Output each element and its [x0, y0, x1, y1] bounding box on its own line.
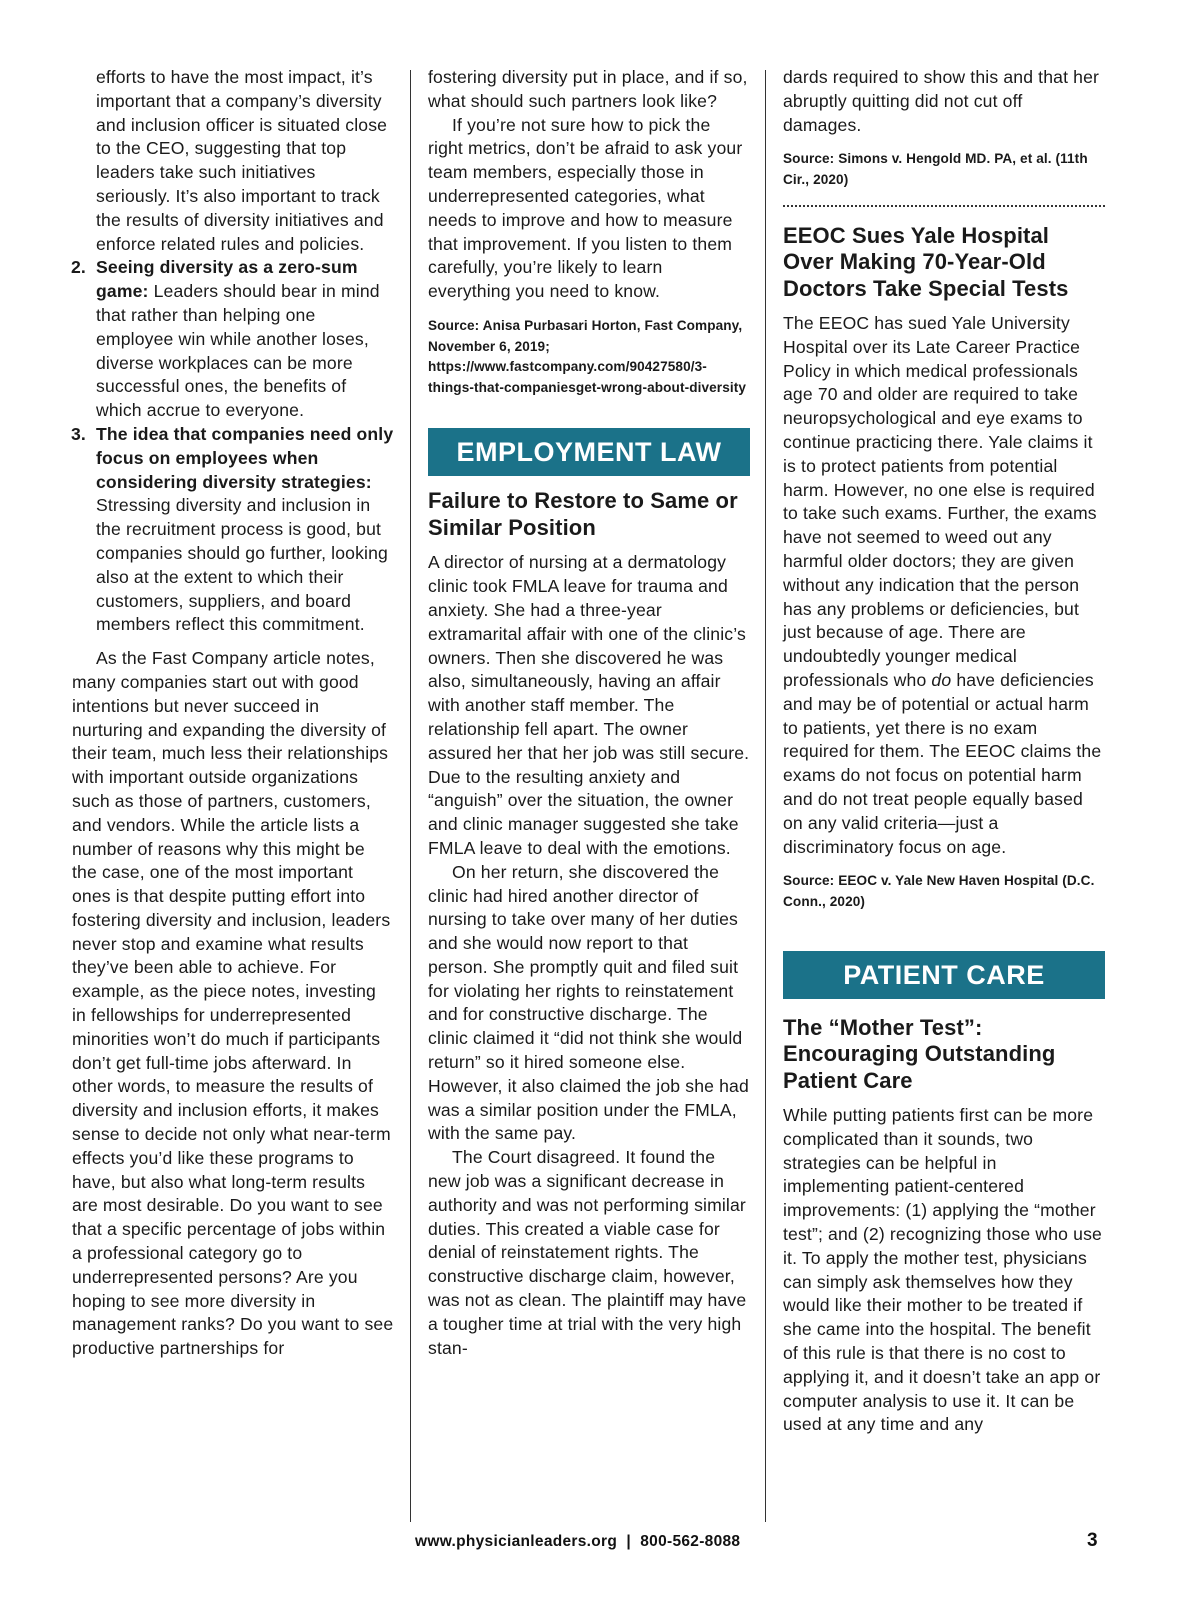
numbered-list [72, 256, 394, 637]
list-number: 2. [71, 257, 86, 278]
page-footer [0, 1530, 1200, 1561]
article-paragraph: On her return, she discovered the clinic had hired another director of nursing to take over many of her duties and she would now report to that person. She promptly quit and filed suit for violating her rights to reinstatement and for constructive discharge. The clinic claimed it “did not think she would return” so it hired someone else. However, it also claimed the job she had was a similar position under the FMLA, with the same pay. [428, 861, 749, 1144]
article-paragraph: While putting patients first can be more complicated than it sounds, two strategies can be helpful in implementing patient-centered improvements: (1) applying the “mother test”; and (2) recognizing those who use it. To apply the mother test, physicians can simply ask themselves how they would like their mother to be treated if she came into the hospital. The benefit of this rule is that there is no cost to applying it, and it doesn’t take an app or computer analysis to use it. It can be used at any time and any [783, 1105, 1102, 1435]
list-item-heading: The idea that companies need only focus on employees when considering diversity strategies: [96, 423, 394, 492]
page-number: 3 [1087, 1530, 1098, 1551]
article-paragraph [783, 312, 1105, 859]
list-item-heading: Seeing diversity as a zero-sum game: [96, 257, 358, 302]
source-citation: Source: EEOC v. Yale New Haven Hospital (D.C. Conn., 2020) [783, 873, 1095, 909]
article-text: have deficiencies and may be of potential or actual harm to patients, yet there is no exam required for them. The EEOC claims the exams do not focus on potential harm and do not treat people equally based on any valid criteria—just a discriminatory focus on age. [783, 670, 1102, 857]
column-divider-1 [410, 70, 411, 1522]
emphasis-text: do [931, 670, 952, 691]
list-item-text: Leaders should bear in mind that rather than helping one employee win while another loses, diverse workplaces can be more successful ones, the benefits of which accrue to everyone. [96, 281, 380, 421]
body-paragraph-continuation: dards required to show this and that her abruptly quitting did not cut off damages. [783, 67, 1100, 135]
source-citation: Source: Anisa Purbasari Horton, Fast Company, November 6, 2019; https://www.fastcompany.com/90427580/3-things-that-companiesget-wrong-about-diversity [428, 317, 747, 395]
body-paragraph-continuation: fostering diversity put in place, and if so, what should such partners look like? [428, 67, 748, 111]
list-item-text: Stressing diversity and inclusion in the recruitment process is good, but companies should go further, looking also at the extent to which their customers, suppliers, and board members reflect this commitment. [96, 495, 388, 635]
article-title: The “Mother Test”: Encouraging Outstanding Patient Care [783, 1014, 1056, 1093]
dotted-divider [783, 205, 1105, 207]
list-item-1-continuation: efforts to have the most impact, it’s important that a company’s diversity and inclusion officer is situated close to the CEO, suggesting that top leaders take such initiatives seriously. It’s also important to track the results of diversity initiatives and enforce related rules and policies. [96, 67, 388, 254]
body-paragraph: As the Fast Company article notes, many companies start out with good intentions but never succeed in nurturing and expanding the diversity of their team, much less their relationships with important outside organizations such as those of partners, customers, and vendors. While the article lists a number of reasons why this might be the case, one of the most important ones is that despite putting effort into fostering diversity and inclusion, leaders never stop and examine what results they’ve been able to achieve. For example, as the piece notes, investing in fellowships for underrepresented minorities won’t do much if participants don’t get full-time jobs afterward. In other words, to measure the results of diversity and inclusion efforts, it makes sense to decide not only what near-term effects you’d like these programs to have, but also what long-term results are most desirable. Do you want to see that a specific percentage of jobs within a professional category go to underrepresented persons? Are you hoping to see more diversity in management ranks? Do you want to see productive partnerships for [72, 648, 394, 1359]
column-1 [72, 66, 394, 1361]
column-2 [428, 66, 750, 1360]
list-number: 3. [71, 423, 86, 444]
article-title: EEOC Sues Yale Hospital Over Making 70-Year-Old Doctors Take Special Tests [783, 222, 1069, 301]
list-item-3 [72, 423, 394, 637]
article-paragraph: The Court disagreed. It found the new job was a significant decrease in authority and was not performing similar duties. This created a viable case for denial of reinstatement rights. The constructive discharge claim, however, was not as clean. The plaintiff may have a tougher time at trial with the very high stan- [428, 1147, 747, 1358]
body-paragraph: If you’re not sure how to pick the right metrics, don’t be afraid to ask your team members, especially those in underrepresented categories, what needs to improve and how to measure that improvement. If you listen to them carefully, you’re likely to learn everything you need to know. [428, 114, 743, 302]
section-banner-patient-care: PATIENT CARE [783, 951, 1105, 999]
section-banner-employment-law: EMPLOYMENT LAW [428, 428, 750, 476]
footer-url-phone: www.physicianleaders.org | 800-562-8088 [415, 1533, 741, 1550]
article-title: Failure to Restore to Same or Similar Position [428, 488, 738, 540]
article-paragraph: A director of nursing at a dermatology clinic took FMLA leave for trauma and anxiety. She had a three-year extramarital affair with one of the clinic’s owners. Then she discovered he was also, simultaneously, having an affair with another staff member. The relationship fell apart. The owner assured her that her job was still secure. Due to the resulting anxiety and “anguish” over the situation, the owner and clinic manager suggested she take FMLA leave to deal with the emotions. [428, 552, 750, 858]
column-3 [783, 66, 1105, 1437]
column-divider-2 [765, 70, 766, 1522]
source-citation: Source: Simons v. Hengold MD. PA, et al. (11th Cir., 2020) [783, 151, 1088, 187]
article-text: The EEOC has sued Yale University Hospital over its Late Career Practice Policy in which medical professionals age 70 and older are required to take neuropsychological and eye exams to continue practicing there. Yale claims it is to protect patients from potential harm. However, no one else is required to take such exams. Further, the exams have not seemed to weed out any harmful older doctors; they are given without any indication that the person has any problems or deficiencies, but just because of age. There are undoubtedly younger medical professionals who [783, 313, 1097, 691]
list-item-2 [72, 256, 394, 423]
